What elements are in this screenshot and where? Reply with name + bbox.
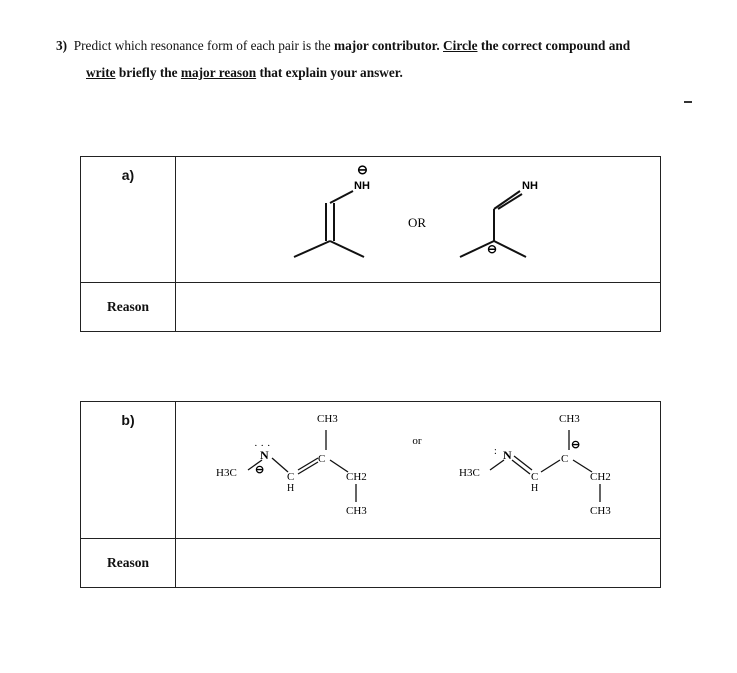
part-b-right-n: N: [503, 448, 512, 462]
part-b-left-n: N: [260, 448, 269, 462]
part-b-reason-field[interactable]: [176, 539, 661, 588]
part-a-left-charge: ⊖: [357, 162, 368, 177]
question-write-word: write: [86, 65, 116, 80]
part-b-left-charge: ⊖: [255, 464, 265, 476]
question-number: 3): [56, 38, 68, 53]
question-major-reason: major reason: [180, 65, 257, 80]
part-b-left-c2: C: [318, 453, 326, 465]
question-line1-tail: the correct compound and: [480, 38, 631, 53]
part-b-left-ch3-top: CH3: [317, 413, 338, 425]
part-b-structures: [176, 402, 660, 533]
part-b-right-ch2: CH2: [590, 471, 611, 483]
part-b-right-charge: ⊖: [571, 439, 581, 451]
stray-mark: [684, 101, 692, 103]
part-b-label: b): [81, 402, 176, 539]
part-a-left-structure[interactable]: [294, 191, 364, 257]
part-b-right-c2: C: [561, 453, 569, 465]
part-a-right-nh: NH: [522, 180, 538, 192]
part-b-right-ch3-bottom: CH3: [590, 505, 611, 517]
question-line-2: [56, 59, 716, 86]
part-a-label: a): [81, 157, 176, 283]
part-b-left-ch3-bottom: CH3: [346, 505, 367, 517]
svg-text::: :: [494, 446, 497, 457]
part-a-structures-cell[interactable]: [176, 157, 661, 283]
part-a-table: [80, 156, 661, 332]
part-a-reason-field[interactable]: [176, 283, 661, 332]
part-a-or: OR: [407, 215, 427, 230]
question-text: [56, 32, 716, 86]
part-b-right-h3c: H3C: [459, 467, 480, 479]
question-line-1: [56, 32, 716, 59]
part-a-structures: [176, 157, 660, 277]
part-b-right-h: H: [531, 483, 539, 494]
question-circle-word: Circle: [443, 38, 478, 53]
part-b-structures-cell[interactable]: [176, 402, 661, 539]
part-b-left-structure[interactable]: [216, 413, 367, 517]
part-b-right-c: C: [531, 471, 539, 483]
part-b-right-ch3-top: CH3: [559, 413, 580, 425]
part-b-left-c: C: [287, 471, 295, 483]
part-b-right-structure[interactable]: [459, 413, 611, 517]
question-intro: Predict which resonance form of each pair is the: [73, 38, 331, 53]
part-b-or: or: [412, 435, 422, 447]
part-b-reason-label: Reason: [81, 539, 176, 588]
question-major-contributor: major contributor.: [334, 38, 440, 53]
part-b-left-ch2: CH2: [346, 471, 367, 483]
part-b-left-h3c: H3C: [216, 467, 237, 479]
part-a-left-nh: NH: [354, 180, 370, 192]
part-b-left-h: H: [287, 483, 295, 494]
question-line2-tail: that explain your answer.: [259, 65, 403, 80]
part-b-table: [80, 401, 661, 588]
question-briefly: briefly the: [118, 65, 178, 80]
part-a-reason-label: Reason: [81, 283, 176, 332]
part-a-right-charge: ⊖: [487, 242, 498, 256]
svg-text:· · ·: · · ·: [254, 440, 271, 452]
